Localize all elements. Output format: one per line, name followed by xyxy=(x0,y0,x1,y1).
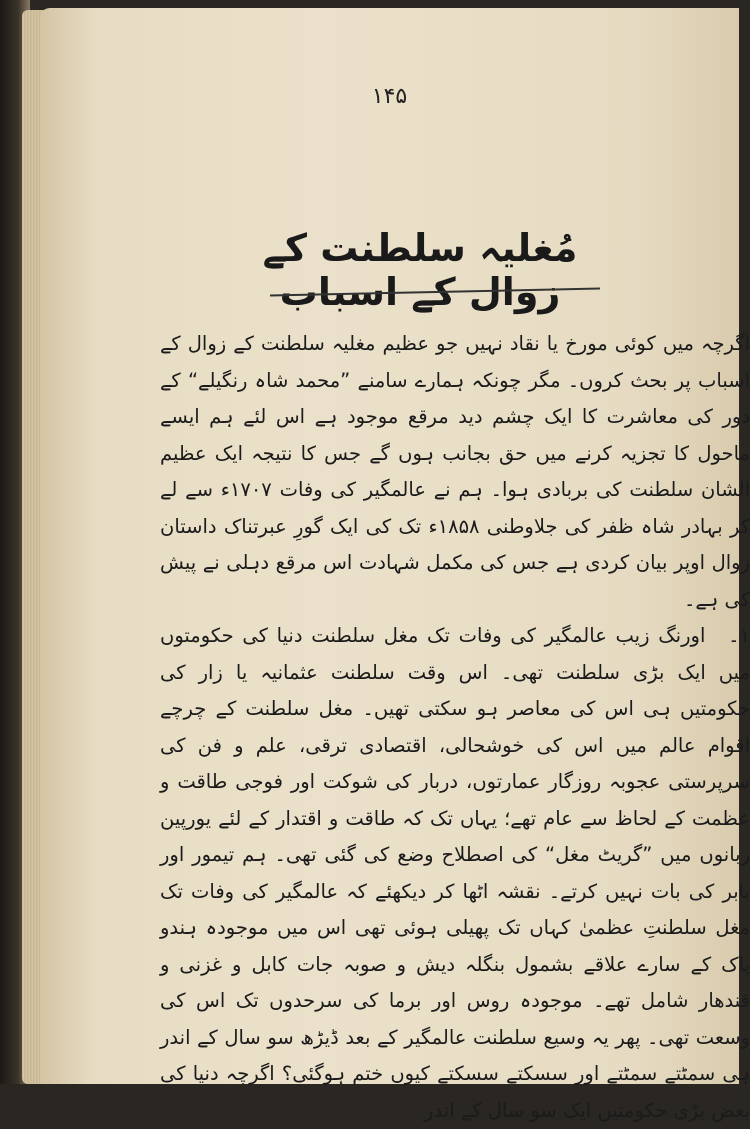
paragraph-2 xyxy=(160,618,750,1129)
body-text xyxy=(160,326,750,1129)
book-page xyxy=(40,8,750,1122)
chapter-title: مُغلیہ سلطنت کے زوال کے اسباب xyxy=(262,226,578,314)
paragraph-1 xyxy=(160,326,750,618)
paragraph-number: ۱۔ xyxy=(728,624,750,647)
paragraph-text: اورنگ زیب عالمگیر کی وفات تک مغل سلطنت دنیا کی حکومتوں میں ایک بڑی سلطنت تھی۔ اس وقت سلطنت عثمانیہ یا زار کی حکومتیں ہی اس کی معاصر ہو سکتی تھیں۔ مغل سلطنت کے چرچے اقوام عالم میں اس کی خوشحالی، اقتصادی ترقی، علم و فن کی سرپرستی عجوبہ روزگار عمارتوں، دربار کی شوکت اور فوجی طاقت و عظمت کے لحاظ سے عام تھے؛ یہاں تک کہ طاقت و اقتدار کے لئے یورپین زبانوں میں ”گریٹ مغل“ کی اصطلاح وضع کی گئی تھی۔ ہم تیمور اور بابر کی بات نہیں کرتے۔ نقشہ اٹھا کر دیکھئے کہ عالمگیر کی وفات تک مغل سلطنتِ عظمیٰ کہاں تک پھیلی ہوئی تھی اس میں موجودہ ہندو پاک کے سارے علاقے بشمول بنگلہ دیش و صوبہ جات کابل و غزنی و قندھار شامل تھے۔ موجودہ روس اور برما کی سرحدوں تک اس کی وسعت تھی۔ پھر یہ وسیع سلطنت عالمگیر کے بعد ڈیڑھ سو سال کے اندر ہی سمٹتے سمٹتے اور سسکتے سسکتے کیوں ختم ہوگئی؟ اگرچہ دنیا کی بعض بڑی حکومتیں ایک سو سال کے اندر xyxy=(160,624,750,1122)
page-number: ۱۴۵ xyxy=(371,84,408,109)
paragraph-text: اگرچہ میں کوئی مورخ یا نقاد نہیں جو عظیم مغلیہ سلطنت کے زوال کے اسباب پر بحث کروں۔ مگر چونکہ ہمارے سامنے ”محمد شاہ رنگیلے“ کے دور کی معاشرت کا ایک چشم دید مرقع موجود ہے اس لئے ہم ایسے ماحول کا تجزیہ کرنے میں حق بجانب ہوں گے جس کا نتیجہ ایک عظیم الشان سلطنت کی بربادی ہوا۔ ہم نے عالمگیر کی وفات ۱۷۰۷ء سے لے کر بہادر شاہ ظفر کی جلاوطنی ۱۸۵۸ء تک کی ایک گورِ عبرتناک داستان زوال اوپر بیان کردی ہے جس کی مکمل شہادت اس مرقع دہلی نے پیش کی ہے۔ xyxy=(160,332,750,611)
